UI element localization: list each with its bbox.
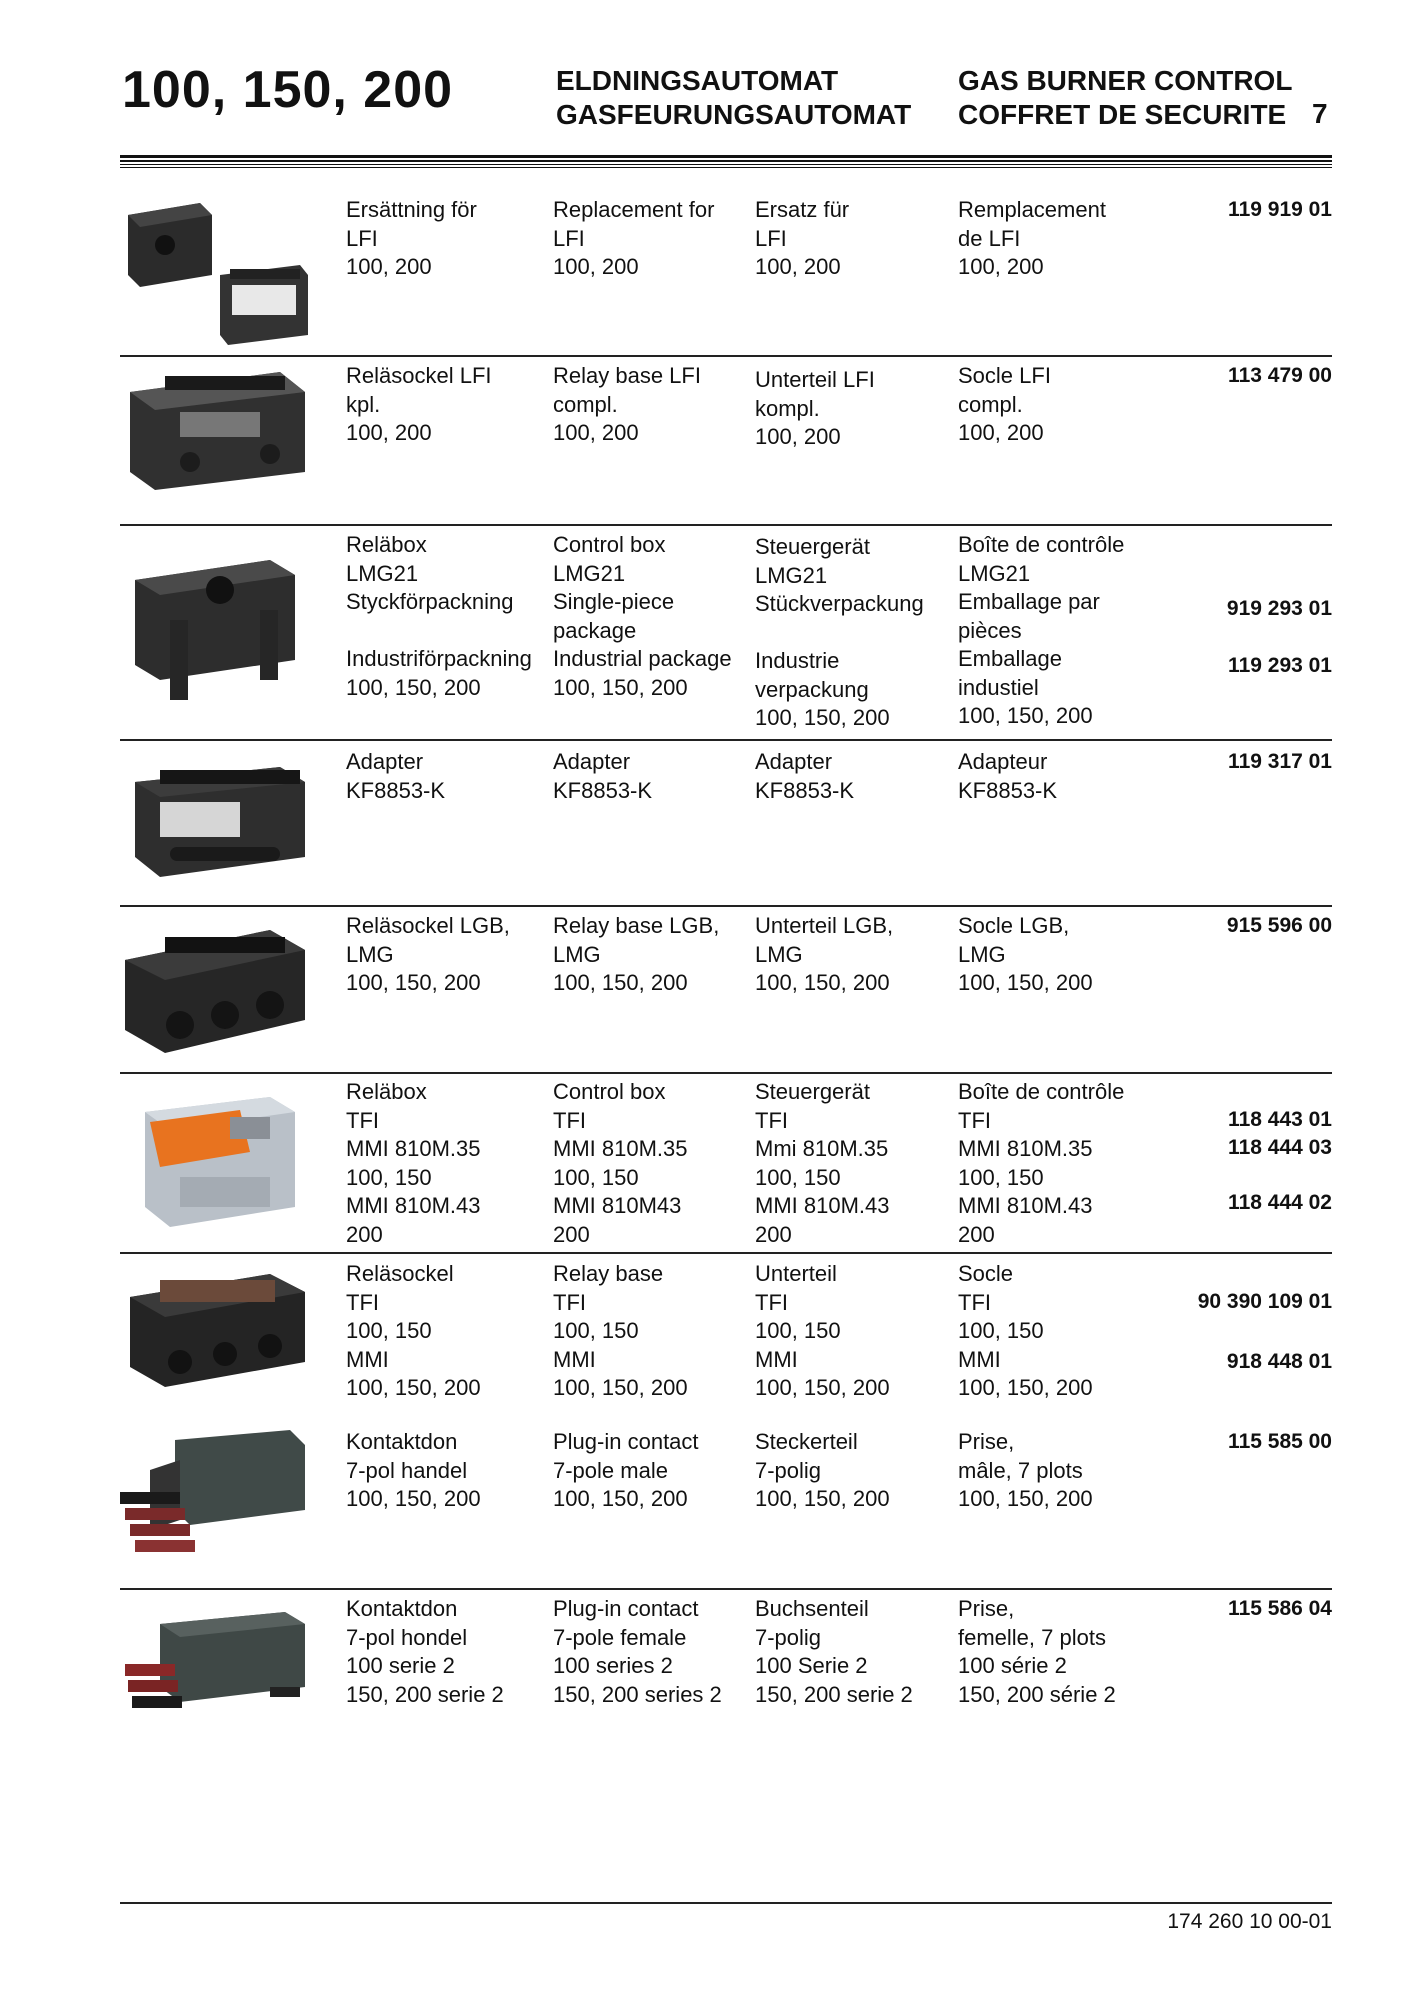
row-divider xyxy=(120,1252,1332,1254)
text-line: LFI xyxy=(346,225,378,251)
text-line: Socle xyxy=(958,1261,1014,1286)
title-swedish: ELDNINGSAUTOMAT xyxy=(556,65,839,96)
article-number: 119 293 01 xyxy=(1228,654,1332,677)
text-line: TFI xyxy=(958,1107,991,1133)
text-line: 7-polig xyxy=(755,1624,822,1650)
text-line: 7-polig xyxy=(755,1457,822,1483)
text-line: 100, 150 xyxy=(958,1164,1044,1190)
description-german xyxy=(755,196,849,282)
description-german xyxy=(755,1078,890,1249)
text-line: 100, 150 xyxy=(553,1164,639,1190)
text-line: TFI xyxy=(755,1289,788,1315)
text-line: Adapter xyxy=(755,749,833,774)
row-divider xyxy=(120,355,1332,357)
row-divider xyxy=(120,1588,1332,1590)
row-divider xyxy=(120,1072,1332,1074)
text-line: 100, 150, 200 xyxy=(346,1375,481,1400)
text-line: 100 series 2 xyxy=(553,1653,673,1678)
text-line: Steuergerät xyxy=(755,1079,870,1104)
description-german xyxy=(755,1260,890,1403)
article-number: 118 444 03 xyxy=(1228,1136,1332,1159)
text-line: Remplacement xyxy=(958,197,1106,222)
text-line: Socle LFI xyxy=(958,363,1051,388)
text-line: industiel xyxy=(958,674,1039,700)
text-line: 100, 150 xyxy=(553,1318,639,1343)
description-english xyxy=(553,912,719,998)
text-line: KF8853-K xyxy=(958,777,1058,803)
header-rule xyxy=(120,167,1332,168)
text-line: Relay base LFI xyxy=(553,363,701,388)
text-line: MMI 810M.35 xyxy=(553,1136,688,1161)
article-number: 90 390 109 01 xyxy=(1197,1290,1332,1313)
text-line: Boîte de contrôle xyxy=(958,1079,1125,1104)
text-line: compl. xyxy=(553,391,618,417)
description-french xyxy=(958,1260,1093,1403)
text-line: 100 serie 2 xyxy=(346,1653,455,1678)
page-number: 7 xyxy=(1312,98,1328,129)
text-line: 200 xyxy=(553,1221,590,1247)
header-title-left xyxy=(556,64,911,132)
description-english xyxy=(553,1078,688,1249)
text-line xyxy=(346,617,532,646)
text-line: Unterteil LFI xyxy=(755,367,875,392)
description-french xyxy=(958,1078,1124,1249)
text-line: Reläsockel LFI xyxy=(346,363,492,388)
text-line: Plug-in contact xyxy=(553,1596,699,1621)
text-line: Emballage par xyxy=(958,589,1100,614)
article-number: 119 919 01 xyxy=(1228,198,1332,221)
description-swedish xyxy=(346,196,477,282)
description-german xyxy=(755,1428,890,1514)
text-line: 7-pol handel xyxy=(346,1457,468,1483)
text-line: de LFI xyxy=(958,225,1021,251)
description-swedish xyxy=(346,362,492,448)
text-line: TFI xyxy=(346,1107,379,1133)
text-line: 100, 200 xyxy=(346,420,432,445)
text-line: 100, 150, 200 xyxy=(755,705,890,730)
text-line: 7-pole male xyxy=(553,1457,668,1483)
text-line: LMG21 xyxy=(958,560,1031,586)
text-line: Kontaktdon xyxy=(346,1429,458,1454)
text-line: compl. xyxy=(958,391,1023,417)
text-line: 200 xyxy=(958,1221,995,1247)
text-line: mâle, 7 plots xyxy=(958,1457,1083,1483)
text-line: 100, 200 xyxy=(958,420,1044,445)
text-line: Single-piece xyxy=(553,589,675,614)
description-swedish xyxy=(346,1595,504,1709)
text-line: 100, 150, 200 xyxy=(958,703,1093,728)
text-line: LFI xyxy=(755,225,787,251)
description-english xyxy=(553,1595,722,1709)
text-line: TFI xyxy=(553,1107,586,1133)
text-line: 100, 150, 200 xyxy=(553,1375,688,1400)
relay-base-lgb-lmg-photo xyxy=(120,915,310,1055)
text-line: 100, 150 xyxy=(346,1164,432,1190)
text-line: 100, 200 xyxy=(755,254,841,279)
title-french: COFFRET DE SECURITE xyxy=(958,99,1287,130)
text-line: Buchsenteil xyxy=(755,1596,869,1621)
description-french xyxy=(958,912,1093,998)
text-line: 100, 200 xyxy=(553,254,639,279)
article-number: 118 444 02 xyxy=(1228,1191,1332,1214)
text-line: 150, 200 serie 2 xyxy=(346,1681,504,1707)
article-number: 118 443 01 xyxy=(1228,1108,1332,1131)
text-line: Boîte de contrôle xyxy=(958,532,1125,557)
text-line: MMI xyxy=(755,1346,798,1372)
description-french xyxy=(958,1595,1116,1709)
description-french xyxy=(958,531,1124,731)
description-english xyxy=(553,1260,688,1403)
article-number: 119 317 01 xyxy=(1228,750,1332,773)
spacer xyxy=(755,619,924,648)
description-english xyxy=(553,196,714,282)
relay-base-lfi-photo xyxy=(120,362,310,492)
description-german xyxy=(755,366,875,452)
text-line: TFI xyxy=(958,1289,991,1315)
text-line: 200 xyxy=(755,1221,792,1247)
text-line: 100, 200 xyxy=(755,424,841,449)
article-number: 115 586 04 xyxy=(1228,1597,1332,1620)
description-swedish xyxy=(346,748,445,805)
text-line: Replacement for xyxy=(553,197,715,222)
row-divider xyxy=(120,524,1332,526)
relay-base-tfi-mmi-photo xyxy=(120,1262,310,1392)
header-title-right xyxy=(958,64,1292,132)
footer-rule xyxy=(120,1902,1332,1904)
text-line: Reläsockel LGB, xyxy=(346,913,510,938)
text-line: 100, 150, 200 xyxy=(346,970,481,995)
text-line: KF8853-K xyxy=(755,777,855,803)
text-line: MMI 810M.43 xyxy=(958,1193,1093,1218)
text-line: MMI 810M.43 xyxy=(346,1193,481,1218)
text-line: TFI xyxy=(346,1289,379,1315)
text-line: 7-pole female xyxy=(553,1624,687,1650)
text-line: LMG xyxy=(346,941,394,967)
text-line: Reläbox xyxy=(346,532,427,557)
text-line: Reläbox xyxy=(346,1079,427,1104)
text-line: LFI xyxy=(553,225,585,251)
text-line: Prise, xyxy=(958,1596,1015,1621)
description-english xyxy=(553,362,701,448)
text-line: KF8853-K xyxy=(346,777,446,803)
description-french xyxy=(958,1428,1093,1514)
text-line: Prise, xyxy=(958,1429,1015,1454)
text-line: LMG xyxy=(553,941,601,967)
text-line: 100, 150, 200 xyxy=(755,1375,890,1400)
text-line: KF8853-K xyxy=(553,777,653,803)
text-line: 100, 150 xyxy=(755,1164,841,1190)
text-line: 100, 150, 200 xyxy=(346,1486,481,1511)
text-line: package xyxy=(553,617,637,643)
description-french xyxy=(958,196,1106,282)
text-line: Ersättning för xyxy=(346,197,477,222)
description-english xyxy=(553,748,652,805)
text-line: Stückverpackung xyxy=(755,591,924,616)
text-line: pièces xyxy=(958,617,1022,643)
text-line: LMG xyxy=(755,941,803,967)
text-line: femelle, 7 plots xyxy=(958,1624,1106,1650)
text-line: MMI 810M.35 xyxy=(958,1136,1093,1161)
text-line: Reläsockel xyxy=(346,1261,454,1286)
description-swedish xyxy=(346,912,510,998)
text-line: 100, 150, 200 xyxy=(958,1375,1093,1400)
header-rule xyxy=(120,160,1332,162)
description-swedish xyxy=(346,1428,481,1514)
text-line: MMI xyxy=(346,1346,389,1372)
text-line: verpackung xyxy=(755,676,869,702)
description-french xyxy=(958,748,1057,805)
description-swedish xyxy=(346,531,532,702)
text-line: LMG21 xyxy=(755,562,828,588)
text-line: Industriförpackning xyxy=(346,646,532,671)
row-divider xyxy=(120,739,1332,741)
description-swedish xyxy=(346,1078,481,1249)
model-heading: 100, 150, 200 xyxy=(122,61,454,119)
article-number: 113 479 00 xyxy=(1228,364,1332,387)
text-line: Control box xyxy=(553,1079,666,1104)
description-french xyxy=(958,362,1051,448)
text-line: 100, 150 xyxy=(346,1318,432,1343)
control-box-lmg21-photo xyxy=(120,550,310,710)
article-number: 115 585 00 xyxy=(1228,1430,1332,1453)
plug-in-contact-male-photo xyxy=(120,1430,310,1570)
text-line: Unterteil LGB, xyxy=(755,913,894,938)
control-box-tfi-mmi-photo xyxy=(120,1082,310,1232)
text-line: TFI xyxy=(755,1107,788,1133)
title-german: GASFEURUNGSAUTOMAT xyxy=(556,99,912,130)
text-line: Relay base LGB, xyxy=(553,913,720,938)
text-line: LMG xyxy=(958,941,1006,967)
text-line: Adapter xyxy=(346,749,424,774)
text-line: 100, 150, 200 xyxy=(553,970,688,995)
text-line: Styckförpackning xyxy=(346,589,514,614)
document-number: 174 260 10 00-01 xyxy=(1167,1910,1332,1933)
text-line: MMI 810M.43 xyxy=(755,1193,890,1218)
text-line: 100, 150 xyxy=(755,1318,841,1343)
text-line: 100, 150, 200 xyxy=(553,1486,688,1511)
header-rule xyxy=(120,155,1332,158)
text-line: 100, 150, 200 xyxy=(755,970,890,995)
description-german xyxy=(755,748,854,805)
text-line: 100, 150, 200 xyxy=(346,674,481,700)
text-line: Steckerteil xyxy=(755,1429,858,1454)
text-line: Industrial package xyxy=(553,646,732,671)
text-line: MMI 810M.35 xyxy=(346,1136,481,1161)
text-line: Kontaktdon xyxy=(346,1596,458,1621)
text-line: MMI xyxy=(553,1346,596,1372)
text-line: 150, 200 serie 2 xyxy=(755,1681,913,1707)
text-line: kompl. xyxy=(755,395,820,421)
description-english xyxy=(553,1428,699,1514)
description-german xyxy=(755,1595,913,1709)
text-line: 100, 200 xyxy=(346,254,432,279)
text-line: 150, 200 série 2 xyxy=(958,1681,1116,1707)
text-line: 100, 150, 200 xyxy=(958,970,1093,995)
text-line: 100, 200 xyxy=(958,254,1044,279)
article-number: 915 596 00 xyxy=(1226,914,1332,937)
text-line: Ersatz für xyxy=(755,197,850,222)
adapter-kf8853k-photo xyxy=(120,752,310,882)
text-line: LMG21 xyxy=(346,560,419,586)
text-line: kpl. xyxy=(346,391,381,417)
text-line: 7-pol hondel xyxy=(346,1624,468,1650)
text-line: Relay base xyxy=(553,1261,664,1286)
header-rule xyxy=(120,164,1332,165)
text-line: Socle LGB, xyxy=(958,913,1070,938)
text-line: MMI 810M43 xyxy=(553,1193,682,1218)
description-swedish xyxy=(346,1260,481,1403)
text-line: Emballage xyxy=(958,646,1062,671)
description-english xyxy=(553,531,732,702)
text-line: 100, 150 xyxy=(958,1318,1044,1343)
article-number: 918 448 01 xyxy=(1226,1350,1332,1373)
text-line: 200 xyxy=(346,1221,383,1247)
plug-in-contact-female-photo xyxy=(120,1612,310,1732)
text-line: MMI xyxy=(958,1346,1001,1372)
text-line: Mmi 810M.35 xyxy=(755,1136,889,1161)
text-line: Unterteil xyxy=(755,1261,837,1286)
text-line: Control box xyxy=(553,532,666,557)
text-line: 150, 200 series 2 xyxy=(553,1681,722,1707)
text-line: 100, 200 xyxy=(553,420,639,445)
text-line: LMG21 xyxy=(553,560,626,586)
text-line: TFI xyxy=(553,1289,586,1315)
text-line: 100, 150, 200 xyxy=(755,1486,890,1511)
text-line: 100, 150, 200 xyxy=(553,674,688,700)
title-english: GAS BURNER CONTROL xyxy=(958,65,1293,96)
text-line: Steuergerät xyxy=(755,534,870,559)
burner-control-replacement-photo xyxy=(120,195,310,345)
text-line: Adapter xyxy=(553,749,631,774)
row-divider xyxy=(120,905,1332,907)
text-line: Plug-in contact xyxy=(553,1429,699,1454)
text-line: Industrie xyxy=(755,648,840,673)
text-line: Adapteur xyxy=(958,749,1048,774)
text-line: 100, 150, 200 xyxy=(958,1486,1093,1511)
description-german xyxy=(755,912,893,998)
text-line: 100 Serie 2 xyxy=(755,1653,868,1678)
text-line: 100 série 2 xyxy=(958,1653,1067,1678)
article-number: 919 293 01 xyxy=(1226,597,1332,620)
description-german xyxy=(755,533,924,733)
